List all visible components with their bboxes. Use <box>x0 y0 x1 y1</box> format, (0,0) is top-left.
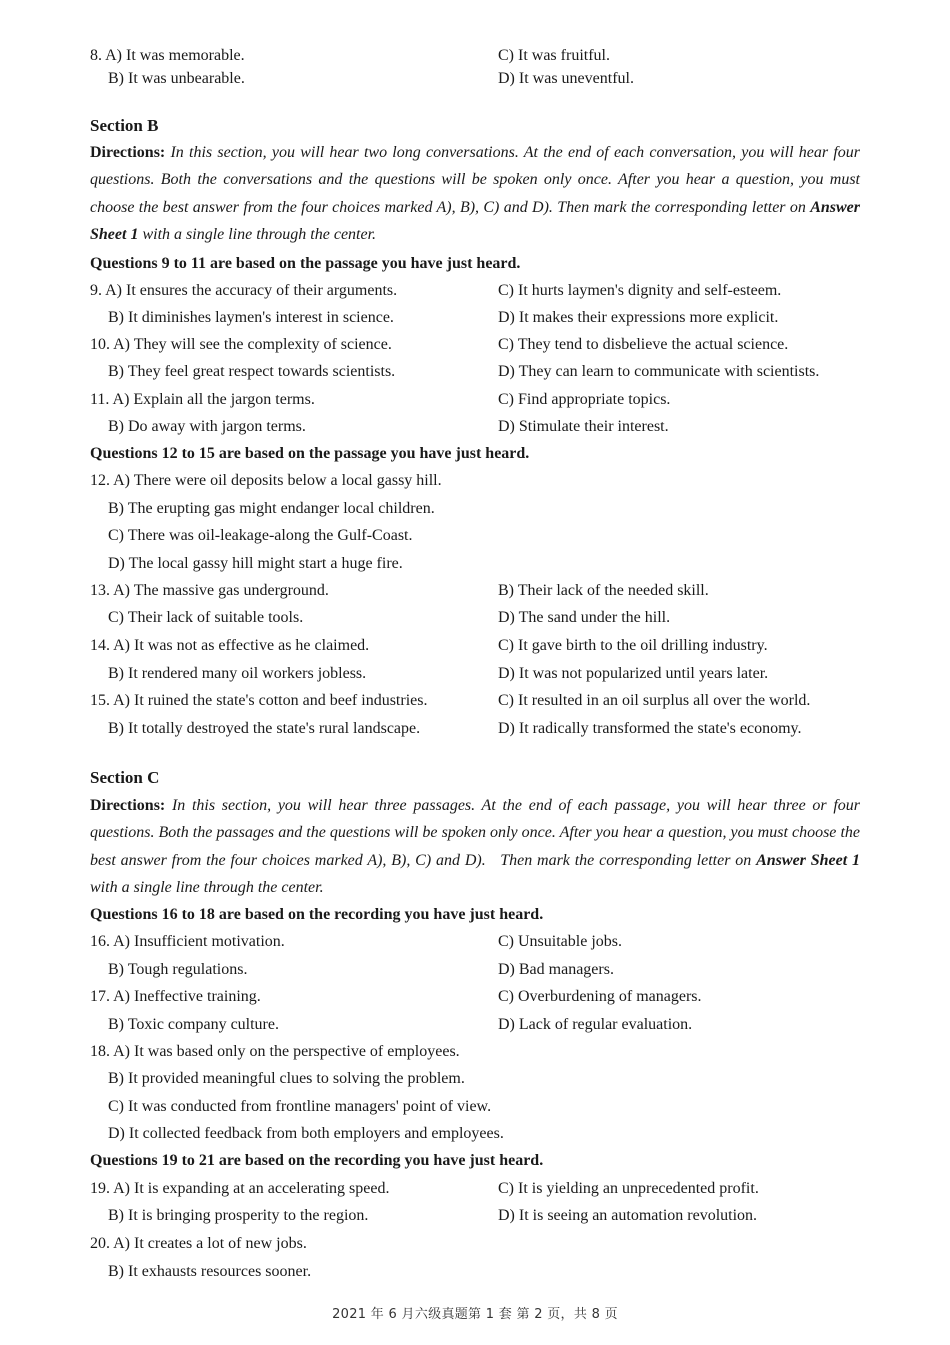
q11-option-c: C) Find appropriate topics. <box>498 391 671 408</box>
directions-text: In this section, you will hear three passages. At the end of each passage, you will hear three or four questions. Both the passages and the questions will be spoken only once. After you hear a question, you must choose the best answer from the four choices marked A), B), C) and D). Then mark the corresponding letter on Answer Sheet 1 with a single line through the center. <box>90 797 860 897</box>
question-group-heading: Questions 9 to 11 are based on the passage you have just heard. <box>90 255 521 272</box>
q16-option-b: B) Tough regulations. <box>108 961 248 978</box>
q13-option-a: 13. A) The massive gas underground. <box>90 582 329 599</box>
q13-option-b: B) Their lack of the needed skill. <box>498 582 709 599</box>
q19-option-b: B) It is bringing prosperity to the region. <box>108 1207 369 1224</box>
q8-option-a: 8. A) It was memorable. <box>90 47 245 64</box>
q12-option-a: 12. A) There were oil deposits below a local gassy hill. <box>90 472 442 489</box>
question-group-heading: Questions 16 to 18 are based on the recording you have just heard. <box>90 906 544 923</box>
section-c-directions <box>90 792 860 902</box>
answer-sheet-ref: Answer Sheet 1 <box>90 198 860 244</box>
directions-label: Directions: <box>90 797 166 814</box>
q20-option-a: 20. A) It creates a lot of new jobs. <box>90 1235 307 1252</box>
q8-option-d: D) It was uneventful. <box>498 70 634 87</box>
q17-option-a: 17. A) Ineffective training. <box>90 988 261 1005</box>
q16-option-c: C) Unsuitable jobs. <box>498 933 622 950</box>
q19-option-a: 19. A) It is expanding at an accelerating speed. <box>90 1180 390 1197</box>
q11-option-b: B) Do away with jargon terms. <box>108 418 306 435</box>
answer-sheet-ref: Answer Sheet 1 <box>756 851 860 869</box>
q13-option-c: C) Their lack of suitable tools. <box>108 609 304 626</box>
q19-option-d: D) It is seeing an automation revolution. <box>498 1207 758 1224</box>
q9-option-d: D) It makes their expressions more explicit. <box>498 309 779 326</box>
q11-option-a: 11. A) Explain all the jargon terms. <box>90 391 315 408</box>
q10-option-b: B) They feel great respect towards scientists. <box>108 363 396 380</box>
page-footer: 2021 年 6 月六级真题第 1 套 第 2 页，共 8 页 <box>332 1307 618 1322</box>
q15-option-a: 15. A) It ruined the state's cotton and beef industries. <box>90 692 428 709</box>
directions-label: Directions: <box>90 144 166 161</box>
q18-option-c: C) It was conducted from frontline managers' point of view. <box>108 1098 492 1115</box>
q10-option-d: D) They can learn to communicate with scientists. <box>498 363 820 380</box>
q9-option-c: C) It hurts laymen's dignity and self-esteem. <box>498 282 782 299</box>
q9-option-b: B) It diminishes laymen's interest in science. <box>108 309 394 326</box>
q17-option-d: D) Lack of regular evaluation. <box>498 1016 693 1033</box>
q9-option-a: 9. A) It ensures the accuracy of their arguments. <box>90 282 398 299</box>
directions-text: In this section, you will hear two long conversations. At the end of each conversation, you will hear four questions. Both the conversations and the questions will be spoken only once. After you hear a question, you must choose the best answer from the four choices marked A), B), C) and D). Then mark the corresponding letter on Answer Sheet 1 with a single line through the center. <box>90 144 860 244</box>
q15-option-b: B) It totally destroyed the state's rural landscape. <box>108 720 421 737</box>
q18-option-b: B) It provided meaningful clues to solving the problem. <box>108 1070 465 1087</box>
question-group-heading: Questions 12 to 15 are based on the passage you have just heard. <box>90 445 530 462</box>
q20-option-b: B) It exhausts resources sooner. <box>108 1263 312 1280</box>
q10-option-c: C) They tend to disbelieve the actual science. <box>498 336 789 353</box>
q15-option-d: D) It radically transformed the state's economy. <box>498 720 802 737</box>
q19-option-c: C) It is yielding an unprecedented profit. <box>498 1180 759 1197</box>
question-group-heading: Questions 19 to 21 are based on the recording you have just heard. <box>90 1152 544 1169</box>
q13-option-d: D) The sand under the hill. <box>498 609 671 626</box>
q17-option-c: C) Overburdening of managers. <box>498 988 702 1005</box>
q16-option-d: D) Bad managers. <box>498 961 614 978</box>
q10-option-a: 10. A) They will see the complexity of science. <box>90 336 392 353</box>
q14-option-c: C) It gave birth to the oil drilling industry. <box>498 637 768 654</box>
q12-option-d: D) The local gassy hill might start a huge fire. <box>108 555 403 572</box>
q16-option-a: 16. A) Insufficient motivation. <box>90 933 285 950</box>
q14-option-b: B) It rendered many oil workers jobless. <box>108 665 367 682</box>
q8-option-c: C) It was fruitful. <box>498 47 610 64</box>
q8-option-b: B) It was unbearable. <box>108 70 245 87</box>
section-c-title: Section C <box>90 768 160 787</box>
q14-option-d: D) It was not popularized until years later. <box>498 665 769 682</box>
q18-option-a: 18. A) It was based only on the perspective of employees. <box>90 1043 460 1060</box>
q15-option-c: C) It resulted in an oil surplus all over the world. <box>498 692 811 709</box>
q12-option-b: B) The erupting gas might endanger local children. <box>108 500 435 517</box>
q11-option-d: D) Stimulate their interest. <box>498 418 669 435</box>
q17-option-b: B) Toxic company culture. <box>108 1016 279 1033</box>
section-b-title: Section B <box>90 116 159 135</box>
section-b-directions <box>90 139 860 249</box>
q18-option-d: D) It collected feedback from both employers and employees. <box>108 1125 504 1142</box>
q12-option-c: C) There was oil-leakage-along the Gulf-Coast. <box>108 527 413 544</box>
q14-option-a: 14. A) It was not as effective as he claimed. <box>90 637 370 654</box>
